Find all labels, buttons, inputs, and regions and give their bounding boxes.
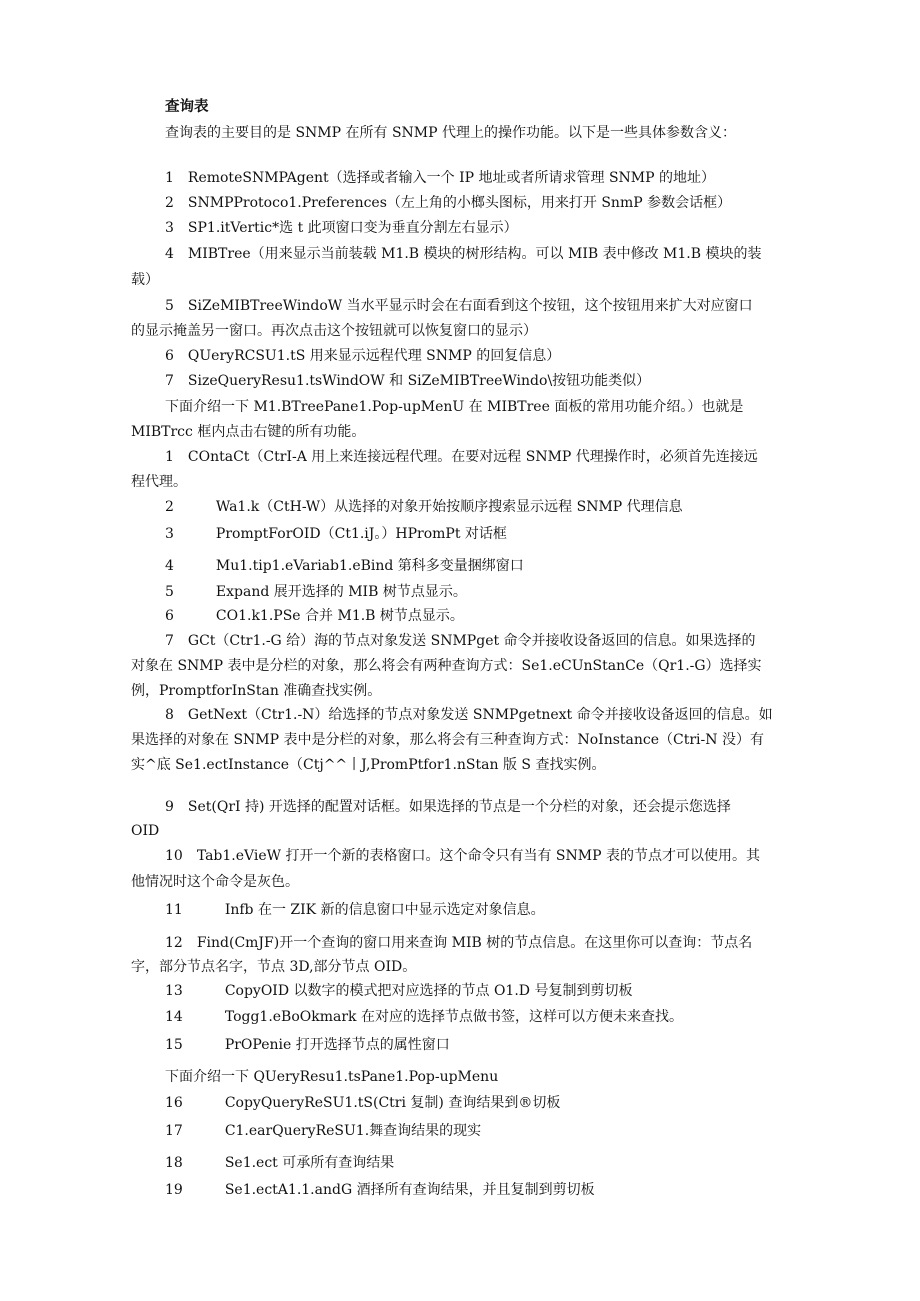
item-line: 他情况时这个命令是灰色。 [131,874,299,890]
item-line: 例，PromptforInStan 准确查找实例。 [131,683,382,699]
item-line: 1 RemoteSNMPAgent（选择或者输入一个 IP 地址或者所请求管理 SNMP 的地址） [165,170,716,186]
item-line: 4 Mu1.tip1.eVariab1.eBind 第科多变量捆绑窗口 [165,558,524,574]
item-line: 载） [131,272,159,288]
item-line: 果选择的对象在 SNMP 表中是分栏的对象，那么将会有三种查询方式：NoInstance（Ctri-N 没）有 [131,732,764,748]
item-line: 15 PrOPenie 打开选择节点的属性窗口 [165,1037,450,1053]
item-line: 6 CO1.k1.PSe 合并 M1.B 树节点显示。 [165,608,464,624]
item-line: 13 CopyOID 以数字的模式把对应选择的节点 O1.D 号复制到剪切板 [165,983,633,999]
item-line: 5 SiZeMIBTreeWindoW 当水平显示时会在右面看到这个按钮，这个按钮用来扩大对应窗口 [165,298,753,314]
item-line: 7 SizeQueryResu1.tsWindOW 和 SiZeMIBTreeWindo\按钮功能类似） [165,373,651,389]
menu-intro-cont: MIBTrcc 框内点击右键的所有功能。 [131,424,366,440]
item-line: 8 GetNext（Ctr1.-N）给选择的节点对象发送 SNMPgetnext 命令并接收设备返回的信息。如 [165,707,773,723]
item-line: 14 Togg1.eBoOkmark 在对应的选择节点做书签，这样可以方便未来查找。 [165,1009,683,1025]
intro-paragraph: 查询表的主要目的是 SNMP 在所有 SNMP 代理上的操作功能。以下是一些具体参数含义： [165,125,736,141]
item-line: 字，部分节点名字，节点 3D,部分节点 OID。 [131,959,417,975]
menu-intro: 下面介绍一下 M1.BTreePane1.Pop-upMenU 在 MIBTree 面板的常用功能介绍。）也就是 [165,399,744,415]
item-line: 18 Se1.ect 可承所有查询结果 [165,1155,395,1171]
item-line: 2 SNMPProtoco1.Preferences（左上角的小榔头图标，用来打开 SnmP 参数会话框） [165,195,732,211]
item-line: 对象在 SNMP 表中是分栏的对象，那么将会有两种查询方式：Se1.eCUnStanCe（Qr1.-G）选择实 [131,658,762,674]
item-line: 2 Wa1.k（CtH-W）从选择的对象开始按顺序搜索显示远程 SNMP 代理信息 [165,499,683,515]
results-intro: 下面介绍一下 QUeryResu1.tsPane1.Pop-upMenu [165,1069,499,1085]
item-line: 19 Se1.ectA1.1.andG 酒择所有查询结果，并且复制到剪切板 [165,1182,595,1198]
item-line: 5 Expand 展开选择的 MIB 树节点显示。 [165,584,467,600]
item-line: OID [131,823,160,839]
item-line: 3 SP1.itVertic*选 t 此项窗口变为垂直分割左右显示） [165,220,518,236]
item-line: 1 COntaCt（CtrI-A 用上来连接远程代理。在要对远程 SNMP 代理操作时，必须首先连接远 [165,449,758,465]
item-line: 10 Tab1.eVieW 打开一个新的表格窗口。这个命令只有当有 SNMP 表的节点才可以使用。其 [165,848,760,864]
item-line: 4 MIBTree（用来显示当前装载 M1.B 模块的树形结构。可以 MIB 表中修改 M1.B 模块的装 [165,246,762,262]
item-line: 程代理。 [131,474,187,490]
item-line: 12 Find(CmJF)开一个查询的窗口用来查询 MIB 树的节点信息。在这里你可以查询：节点名 [165,935,753,951]
item-line: 17 C1.earQueryReSU1.舞查询结果的现实 [165,1123,482,1139]
item-line: 3 PromptForOID（Ct1.iJ。）HPromPt 对话框 [165,526,507,542]
item-line: 6 QUeryRCSU1.tS 用来显示远程代理 SNMP 的回复信息） [165,348,561,364]
item-line: 9 Set(QrI 持) 开选择的配置对话框。如果选择的节点是一个分栏的对象，还会提示您选择 [165,799,731,815]
item-line: 实^底 Se1.ectInstance（Ctj^^丨J,PromPtfor1.nStan 版 S 查找实例。 [131,757,606,773]
item-line: 11 Infb 在一 ZIK 新的信息窗口中显示选定对象信息。 [165,902,545,918]
item-line: 的显示掩盖另一窗口。再次点击这个按钮就可以恢复窗口的显示） [131,323,537,339]
document-title: 查询表 [165,98,209,115]
item-line: 16 CopyQueryReSU1.tS(Ctri 复制) 查询结果到®切板 [165,1095,561,1111]
item-line: 7 GCt（Ctr1.-G 给）海的节点对象发送 SNMPget 命令并接收设备返回的信息。如果选择的 [165,633,756,649]
